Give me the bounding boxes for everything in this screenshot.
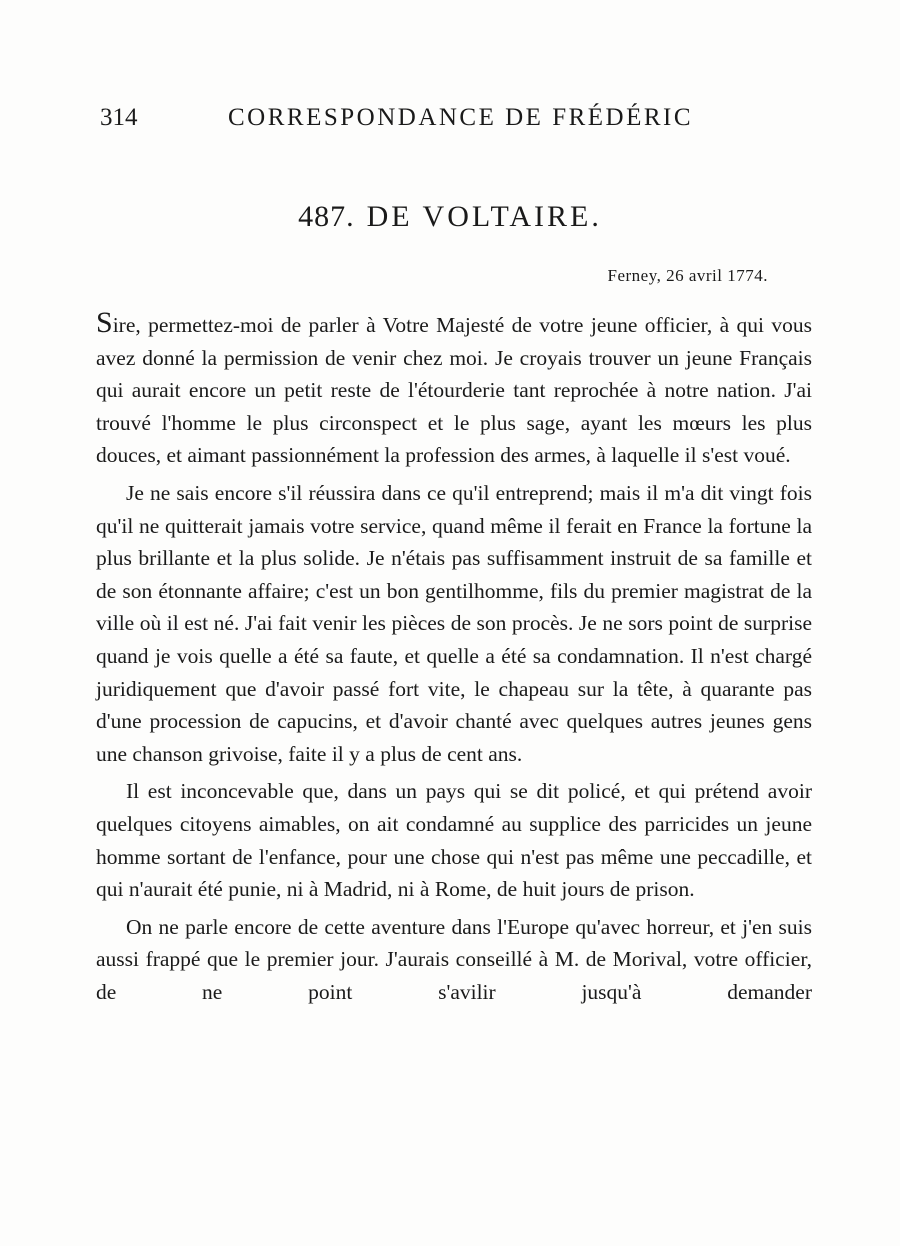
page-number: 314	[100, 104, 138, 131]
letter-body	[96, 308, 812, 1013]
paragraph-1	[96, 308, 812, 472]
running-head	[100, 104, 720, 140]
initial-letter: S	[96, 306, 113, 339]
running-title: CORRESPONDANCE DE FRÉDÉRIC	[228, 104, 694, 131]
dateline: Ferney, 26 avril 1774.	[607, 266, 768, 285]
paragraph-1-text: ire, permettez-moi de parler à Votre Majesté de votre jeune officier, à qui vous avez donné la permission de venir chez moi. Je croyais trouver un jeune Français qui aurait encore un petit reste de l'étourderie tant reprochée à notre nation. J'ai trouvé l'homme le plus circonspect et le plus sage, ayant les mœurs les plus douces, et aimant passionnément la profession des armes, à laquelle il s'est voué.	[96, 313, 812, 468]
paragraph-3: Il est inconcevable que, dans un pays qui se dit policé, et qui prétend avoir quelques citoyens aimables, on ait condamné au supplice des parricides un jeune homme sortant de l'enfance, pour une chose qui n'est pas même une peccadille, et qui n'aurait été punie, ni à Madrid, ni à Rome, de huit jours de prison.	[96, 779, 812, 902]
paragraph-2: Je ne sais encore s'il réussira dans ce qu'il entreprend; mais il m'a dit vingt fois qu'il ne quitterait jamais votre service, quand même il ferait en France la fortune la plus brillante et la plus solide. Je n'étais pas suffisamment instruit de sa famille et de son étonnante affaire; c'est un bon gentilhomme, fils du premier magistrat de la ville où il est né. J'ai fait venir les pièces de son procès. Je ne sors point de surprise quand je vois quelle a été sa faute, et quelle a été sa condamnation. Il n'est chargé juridiquement que d'avoir passé fort vite, le chapeau sur la tête, à quarante pas d'une procession de capucins, et d'avoir chanté avec quelques autres jeunes gens une chanson grivoise, faite il y a plus de cent ans.	[96, 480, 812, 766]
paragraph-4: On ne parle encore de cette aventure dans l'Europe qu'avec horreur, et j'en suis aussi frappé que le premier jour. J'aurais conseillé à M. de Morival, votre officier, de ne point s'avilir jusqu'à demander	[96, 914, 812, 1004]
letter-number: 487.	[298, 200, 355, 233]
letter-heading	[0, 200, 900, 234]
letter-sender: DE VOLTAIRE.	[366, 200, 602, 233]
